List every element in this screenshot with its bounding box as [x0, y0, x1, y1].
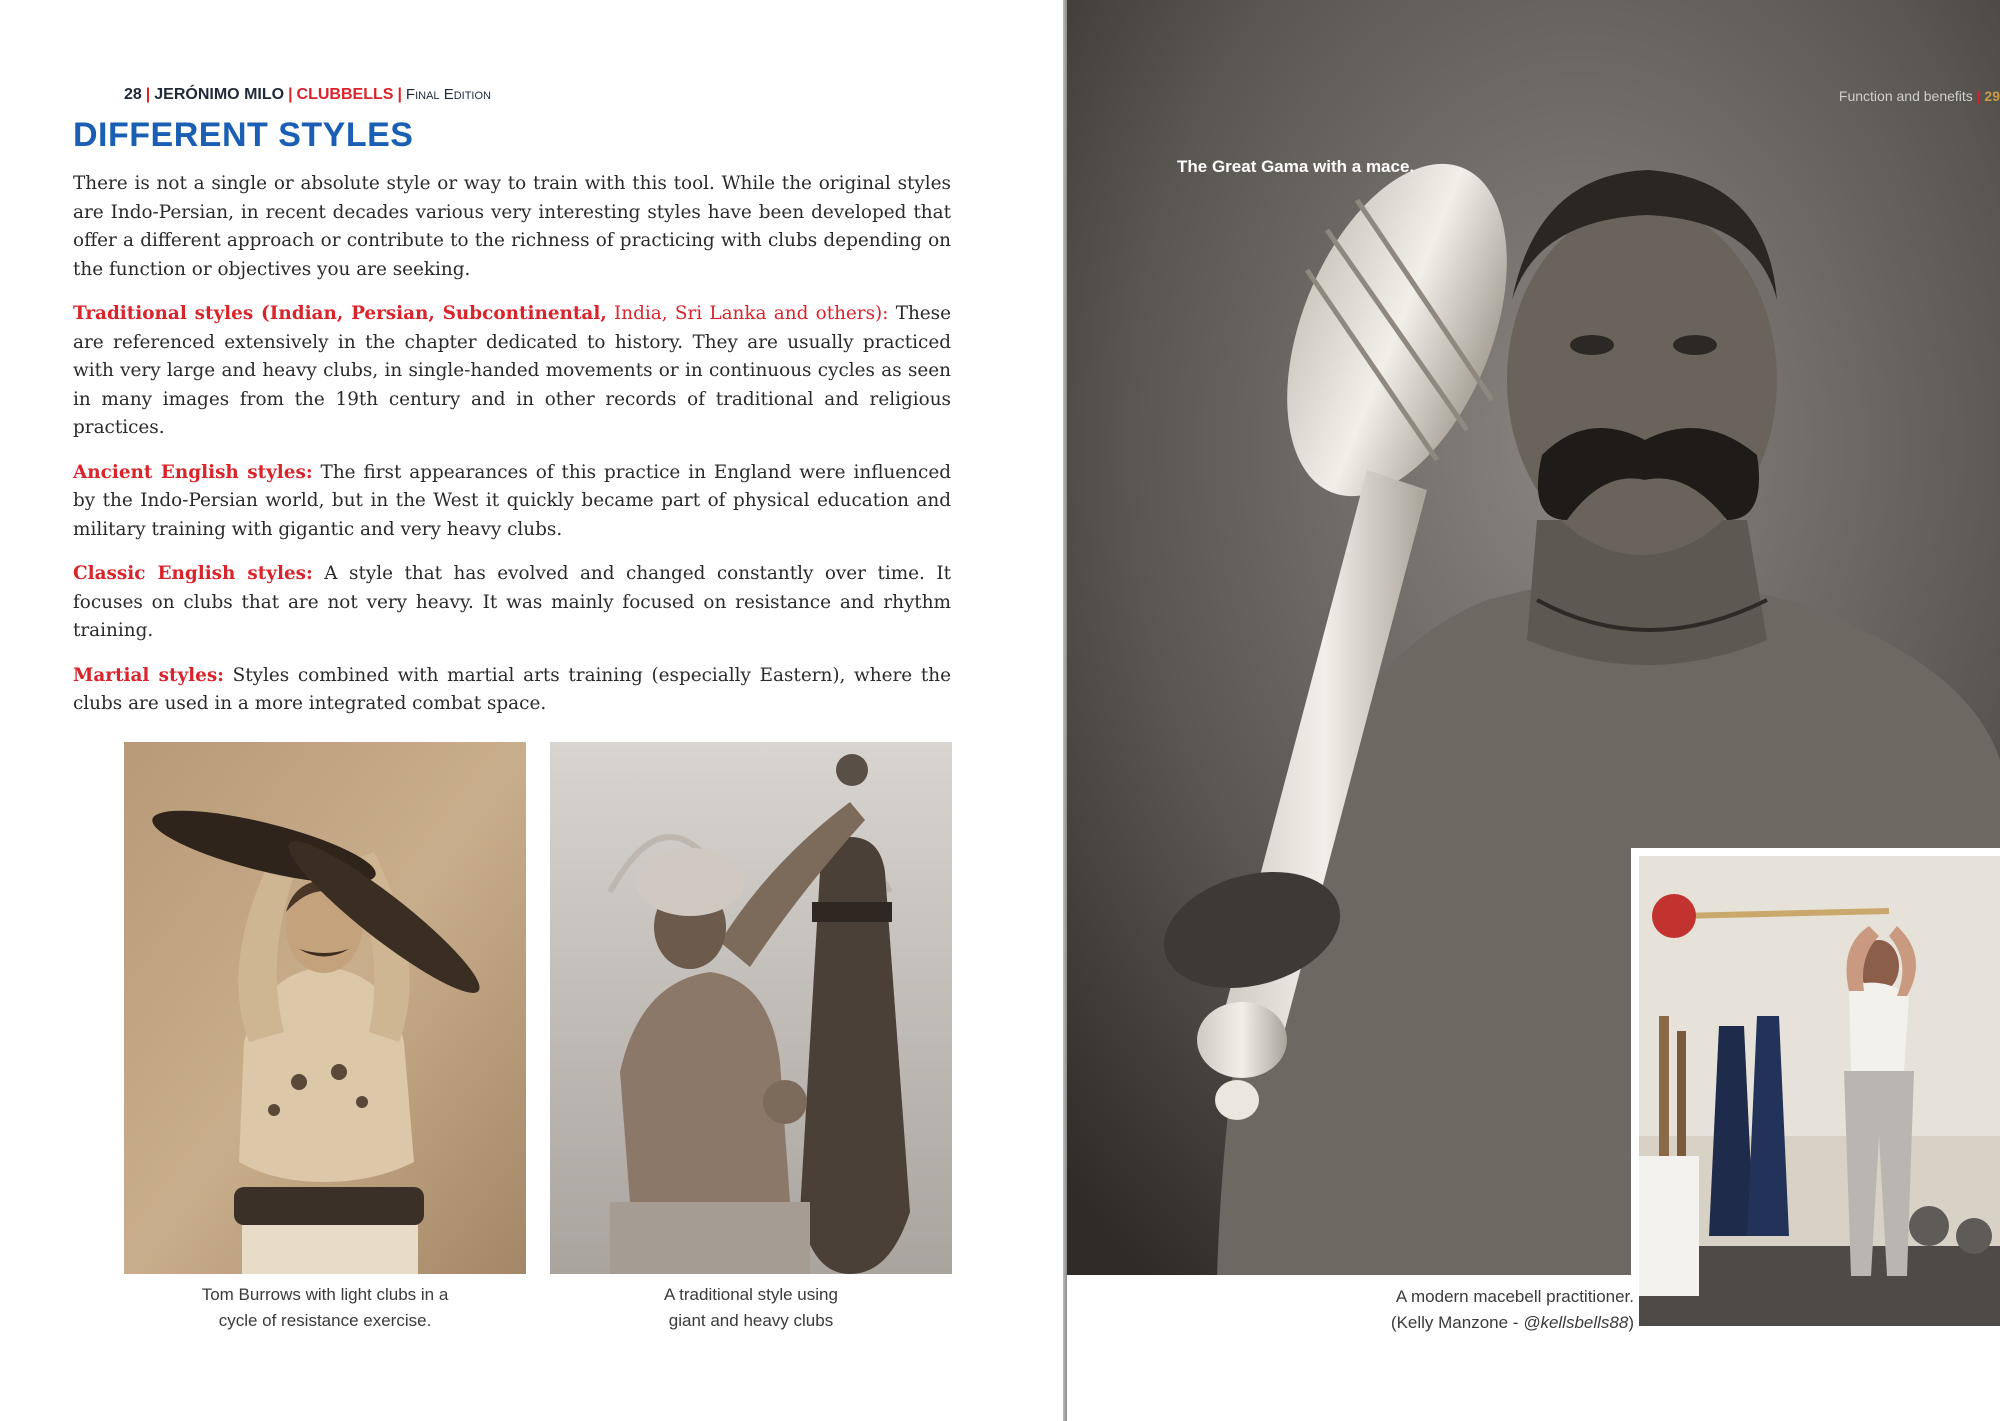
header-separator: | [288, 86, 293, 103]
section-title: DIFFERENT STYLES [73, 116, 414, 154]
intro-paragraph: There is not a single or absolute style or way to train with this tool. While the original styles are Indo-Persian, in recent decades various very interesting styles have been developed that offer a different approach or contribute to the richness of practicing with clubs depending on the function or objectives you are seeking. [73, 173, 951, 280]
caption-great-gama: The Great Gama with a mace. [1177, 157, 1415, 176]
style-term: Ancient English styles: [73, 461, 313, 483]
caption-modern-macebell [1391, 1284, 1634, 1336]
caption-line: cycle of resistance exercise. [218, 1311, 432, 1330]
caption-line-credit [1391, 1310, 1634, 1336]
photo-modern-macebell-image [1639, 856, 2000, 1326]
caption-line: A traditional style using [664, 1285, 838, 1304]
style-paragraph-martial [73, 662, 951, 719]
page-number-left: 28 [124, 86, 142, 103]
style-term: Classic English styles: [73, 563, 313, 584]
photo-traditional-style-image [550, 742, 952, 1274]
caption-credit-handle: @kellsbells88 [1523, 1313, 1629, 1332]
style-text: Styles combined with martial arts training (especially Eastern), where the clubs are used in a more integrated combat space. [73, 664, 951, 714]
header-section: Function and benefits [1838, 88, 1973, 104]
style-paragraph-traditional [73, 300, 951, 443]
header-author: JERÓNIMO MILO [154, 86, 285, 103]
header-book: CLUBBELLS [296, 86, 394, 103]
caption-traditional-style [550, 1282, 952, 1334]
running-header-right [1839, 88, 2000, 104]
style-text: These are referenced extensively in the chapter dedicated to history. They are usually practiced with very large and heavy clubs, in single-handed movements or in continuous cycles as seen in many images from the 19th century and in other records of traditional and religious practices. [73, 303, 952, 438]
header-separator: | [145, 86, 151, 103]
style-term-extra: India, Sri Lanka and others): [606, 303, 889, 324]
caption-credit-prefix: (Kelly Manzone - [1390, 1313, 1524, 1332]
style-text: A style that has evolved and changed constantly over time. It focuses on clubs that are not very heavy. It was mainly focused on resistance and rhythm training. [73, 563, 952, 641]
running-header-left [124, 86, 491, 104]
photo-tom-burrows [124, 742, 526, 1274]
page-number-right: 29 [1984, 88, 2000, 104]
photo-modern-macebell [1639, 856, 2000, 1326]
header-edition: Final Edition [405, 86, 491, 103]
style-paragraph-ancient-english [73, 459, 951, 545]
caption-tom-burrows [124, 1282, 526, 1334]
body-copy [73, 170, 951, 735]
photo-tom-burrows-image [124, 742, 526, 1274]
style-term: Martial styles: [73, 664, 224, 686]
caption-line: A modern macebell practitioner. [1395, 1287, 1634, 1306]
style-term: Traditional styles (Indian, Persian, Subcontinental, [73, 303, 607, 324]
caption-credit-suffix: ) [1628, 1313, 1634, 1332]
style-text: The first appearances of this practice in England were influenced by the Indo-Persian world, but in the West it quickly became part of physical education and military training with gigantic and very heavy clubs. [73, 461, 951, 540]
photo-modern-macebell-frame [1631, 848, 2000, 1326]
style-paragraph-classic-english [73, 560, 951, 646]
right-page [1067, 0, 2000, 1421]
photo-traditional-style [550, 742, 952, 1274]
caption-line: giant and heavy clubs [668, 1311, 834, 1330]
header-separator: | [397, 86, 402, 103]
caption-line: Tom Burrows with light clubs in a [201, 1285, 449, 1304]
header-separator: | [1976, 88, 1981, 104]
